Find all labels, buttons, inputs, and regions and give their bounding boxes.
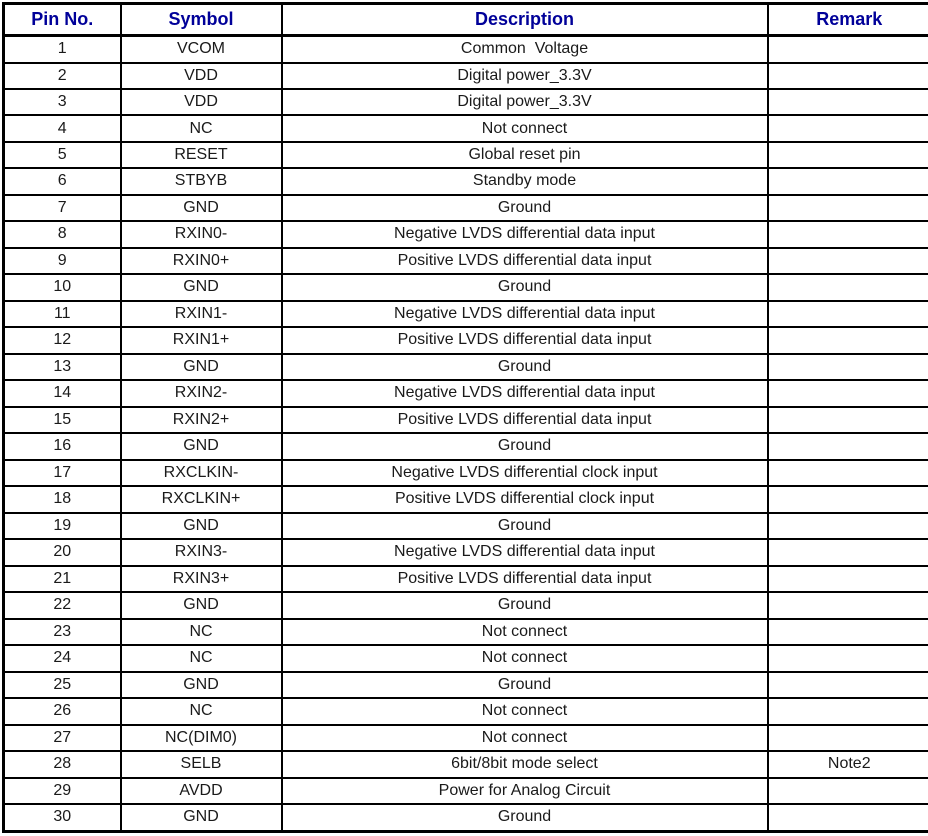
remark-cell [768, 672, 928, 698]
description-cell: Power for Analog Circuit [282, 778, 768, 804]
table-row [4, 248, 928, 274]
remark-cell [768, 89, 928, 115]
symbol-cell: SELB [121, 751, 282, 777]
pin-number-cell: 1 [4, 36, 121, 63]
table-row [4, 619, 928, 645]
remark-cell [768, 804, 928, 831]
column-header-pin-no: Pin No. [4, 4, 121, 36]
column-header-symbol: Symbol [121, 4, 282, 36]
description-cell: Common Voltage [282, 36, 768, 63]
symbol-cell: RXCLKIN+ [121, 486, 282, 512]
symbol-cell: NC(DIM0) [121, 725, 282, 751]
remark-cell [768, 698, 928, 724]
remark-cell [768, 433, 928, 459]
table-row [4, 460, 928, 486]
pin-number-cell: 4 [4, 115, 121, 141]
pin-number-cell: 2 [4, 63, 121, 89]
pin-number-cell: 9 [4, 248, 121, 274]
symbol-cell: VCOM [121, 36, 282, 63]
description-cell: Digital power_3.3V [282, 89, 768, 115]
description-cell: Not connect [282, 115, 768, 141]
table-row [4, 380, 928, 406]
symbol-cell: RXIN2- [121, 380, 282, 406]
symbol-cell: RXIN0+ [121, 248, 282, 274]
symbol-cell: GND [121, 672, 282, 698]
pin-number-cell: 23 [4, 619, 121, 645]
description-cell: Ground [282, 513, 768, 539]
remark-cell [768, 513, 928, 539]
pin-number-cell: 22 [4, 592, 121, 618]
pin-number-cell: 15 [4, 407, 121, 433]
table-row [4, 486, 928, 512]
table-body [4, 36, 928, 832]
remark-cell [768, 301, 928, 327]
description-cell: Ground [282, 592, 768, 618]
pin-number-cell: 19 [4, 513, 121, 539]
description-cell: Negative LVDS differential data input [282, 539, 768, 565]
table-row [4, 566, 928, 592]
remark-cell [768, 645, 928, 671]
table-row [4, 221, 928, 247]
description-cell: Positive LVDS differential data input [282, 407, 768, 433]
symbol-cell: GND [121, 804, 282, 831]
remark-cell [768, 354, 928, 380]
remark-cell [768, 36, 928, 63]
pin-number-cell: 30 [4, 804, 121, 831]
remark-cell [768, 725, 928, 751]
description-cell: Not connect [282, 698, 768, 724]
remark-cell [768, 619, 928, 645]
pin-number-cell: 13 [4, 354, 121, 380]
table-row [4, 168, 928, 194]
pin-number-cell: 5 [4, 142, 121, 168]
symbol-cell: RXIN0- [121, 221, 282, 247]
description-cell: Ground [282, 672, 768, 698]
description-cell: Ground [282, 354, 768, 380]
table-row [4, 142, 928, 168]
symbol-cell: STBYB [121, 168, 282, 194]
table-row [4, 433, 928, 459]
symbol-cell: RXIN3- [121, 539, 282, 565]
remark-cell [768, 592, 928, 618]
table-row [4, 698, 928, 724]
description-cell: Not connect [282, 619, 768, 645]
table-row [4, 301, 928, 327]
table-row [4, 407, 928, 433]
table-row [4, 513, 928, 539]
pin-number-cell: 12 [4, 327, 121, 353]
table-row [4, 115, 928, 141]
table-row [4, 645, 928, 671]
table-row [4, 327, 928, 353]
remark-cell [768, 142, 928, 168]
symbol-cell: GND [121, 513, 282, 539]
table-row [4, 195, 928, 221]
description-cell: Negative LVDS differential clock input [282, 460, 768, 486]
symbol-cell: RXIN1- [121, 301, 282, 327]
description-cell: Not connect [282, 725, 768, 751]
remark-cell [768, 778, 928, 804]
table-row [4, 36, 928, 63]
symbol-cell: NC [121, 619, 282, 645]
symbol-cell: RXIN2+ [121, 407, 282, 433]
table-row [4, 672, 928, 698]
pin-number-cell: 28 [4, 751, 121, 777]
remark-cell [768, 566, 928, 592]
remark-cell [768, 248, 928, 274]
symbol-cell: RXCLKIN- [121, 460, 282, 486]
symbol-cell: GND [121, 354, 282, 380]
remark-cell [768, 380, 928, 406]
table-row [4, 63, 928, 89]
table-row [4, 778, 928, 804]
description-cell: Negative LVDS differential data input [282, 221, 768, 247]
description-cell: 6bit/8bit mode select [282, 751, 768, 777]
column-header-remark: Remark [768, 4, 928, 36]
table-row [4, 804, 928, 831]
symbol-cell: NC [121, 115, 282, 141]
pin-number-cell: 10 [4, 274, 121, 300]
symbol-cell: GND [121, 195, 282, 221]
description-cell: Ground [282, 804, 768, 831]
remark-cell [768, 274, 928, 300]
remark-cell [768, 63, 928, 89]
pin-number-cell: 17 [4, 460, 121, 486]
symbol-cell: VDD [121, 63, 282, 89]
symbol-cell: VDD [121, 89, 282, 115]
pin-number-cell: 7 [4, 195, 121, 221]
column-header-description: Description [282, 4, 768, 36]
description-cell: Ground [282, 433, 768, 459]
table-row [4, 354, 928, 380]
table-row [4, 751, 928, 777]
pin-number-cell: 26 [4, 698, 121, 724]
symbol-cell: NC [121, 698, 282, 724]
table-row [4, 539, 928, 565]
pin-number-cell: 20 [4, 539, 121, 565]
pin-number-cell: 16 [4, 433, 121, 459]
table-header-row [4, 4, 928, 36]
pin-number-cell: 21 [4, 566, 121, 592]
pin-number-cell: 24 [4, 645, 121, 671]
pin-assignment-table [2, 2, 928, 833]
pin-number-cell: 29 [4, 778, 121, 804]
remark-cell [768, 195, 928, 221]
remark-cell: Note2 [768, 751, 928, 777]
description-cell: Negative LVDS differential data input [282, 380, 768, 406]
symbol-cell: RXIN1+ [121, 327, 282, 353]
description-cell: Positive LVDS differential clock input [282, 486, 768, 512]
pin-number-cell: 3 [4, 89, 121, 115]
table-row [4, 592, 928, 618]
symbol-cell: RXIN3+ [121, 566, 282, 592]
description-cell: Not connect [282, 645, 768, 671]
remark-cell [768, 168, 928, 194]
symbol-cell: GND [121, 274, 282, 300]
pin-number-cell: 8 [4, 221, 121, 247]
remark-cell [768, 486, 928, 512]
table-row [4, 89, 928, 115]
table-row [4, 725, 928, 751]
pin-number-cell: 18 [4, 486, 121, 512]
description-cell: Ground [282, 274, 768, 300]
description-cell: Ground [282, 195, 768, 221]
symbol-cell: GND [121, 433, 282, 459]
remark-cell [768, 327, 928, 353]
symbol-cell: GND [121, 592, 282, 618]
symbol-cell: NC [121, 645, 282, 671]
remark-cell [768, 407, 928, 433]
description-cell: Positive LVDS differential data input [282, 566, 768, 592]
remark-cell [768, 460, 928, 486]
remark-cell [768, 539, 928, 565]
description-cell: Positive LVDS differential data input [282, 327, 768, 353]
remark-cell [768, 221, 928, 247]
pin-number-cell: 11 [4, 301, 121, 327]
remark-cell [768, 115, 928, 141]
description-cell: Negative LVDS differential data input [282, 301, 768, 327]
description-cell: Digital power_3.3V [282, 63, 768, 89]
description-cell: Standby mode [282, 168, 768, 194]
description-cell: Global reset pin [282, 142, 768, 168]
pin-number-cell: 27 [4, 725, 121, 751]
description-cell: Positive LVDS differential data input [282, 248, 768, 274]
table-row [4, 274, 928, 300]
symbol-cell: RESET [121, 142, 282, 168]
pin-number-cell: 14 [4, 380, 121, 406]
pin-number-cell: 6 [4, 168, 121, 194]
pin-number-cell: 25 [4, 672, 121, 698]
symbol-cell: AVDD [121, 778, 282, 804]
